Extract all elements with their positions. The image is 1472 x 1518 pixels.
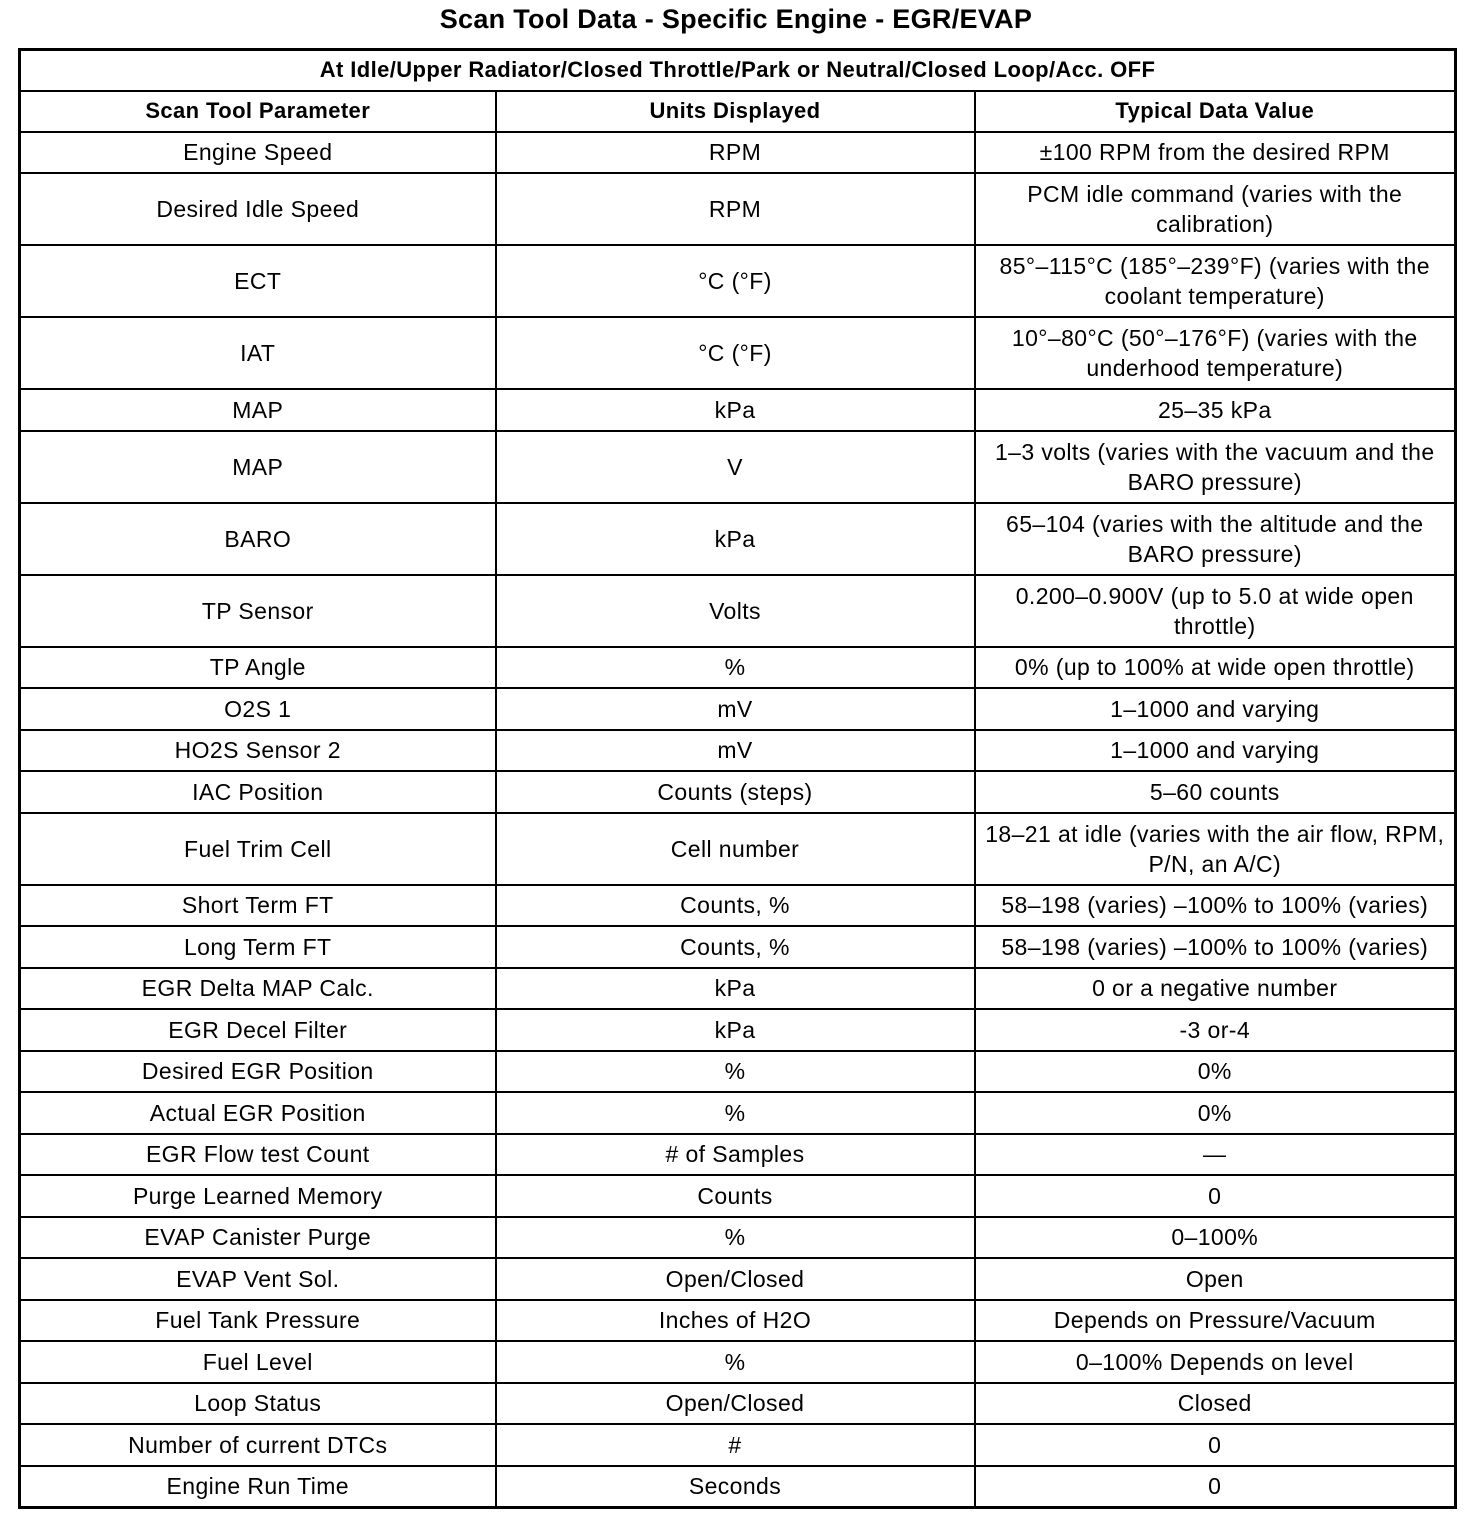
table-row xyxy=(20,1051,1456,1093)
units-cell: % xyxy=(496,1217,975,1259)
parameter-cell: IAC Position xyxy=(20,771,496,813)
value-cell: 58–198 (varies) –100% to 100% (varies) xyxy=(975,926,1456,968)
table-row xyxy=(20,885,1456,927)
units-cell: Cell number xyxy=(496,813,975,885)
value-cell: 58–198 (varies) –100% to 100% (varies) xyxy=(975,885,1456,927)
value-cell: 25–35 kPa xyxy=(975,389,1456,431)
value-cell: 65–104 (varies with the altitude and the BARO pressure) xyxy=(975,503,1456,575)
parameter-cell: TP Angle xyxy=(20,647,496,689)
parameter-cell: Engine Run Time xyxy=(20,1466,496,1508)
parameter-cell: Loop Status xyxy=(20,1383,496,1425)
units-cell: % xyxy=(496,647,975,689)
table-row xyxy=(20,431,1456,503)
units-cell: Volts xyxy=(496,575,975,647)
units-cell: kPa xyxy=(496,389,975,431)
column-header-parameter: Scan Tool Parameter xyxy=(20,91,496,132)
table-row xyxy=(20,730,1456,772)
value-cell: 0% xyxy=(975,1092,1456,1134)
table-row xyxy=(20,1300,1456,1342)
units-cell: Open/Closed xyxy=(496,1258,975,1300)
table-row xyxy=(20,1217,1456,1259)
value-cell: ±100 RPM from the desired RPM xyxy=(975,132,1456,174)
units-cell: RPM xyxy=(496,132,975,174)
table-row xyxy=(20,926,1456,968)
value-cell: 0 xyxy=(975,1424,1456,1466)
units-cell: kPa xyxy=(496,1009,975,1051)
value-cell: 5–60 counts xyxy=(975,771,1456,813)
column-header-row xyxy=(20,91,1456,132)
table-row xyxy=(20,389,1456,431)
parameter-cell: Engine Speed xyxy=(20,132,496,174)
units-cell: RPM xyxy=(496,173,975,245)
table-row xyxy=(20,771,1456,813)
value-cell: 0% (up to 100% at wide open throttle) xyxy=(975,647,1456,689)
parameter-cell: MAP xyxy=(20,431,496,503)
units-cell: Inches of H2O xyxy=(496,1300,975,1342)
units-cell: Counts (steps) xyxy=(496,771,975,813)
parameter-cell: TP Sensor xyxy=(20,575,496,647)
value-cell: 0% xyxy=(975,1051,1456,1093)
table-row xyxy=(20,1258,1456,1300)
table-row xyxy=(20,1009,1456,1051)
parameter-cell: EVAP Canister Purge xyxy=(20,1217,496,1259)
table-row xyxy=(20,317,1456,389)
column-header-value: Typical Data Value xyxy=(975,91,1456,132)
units-cell: °C (°F) xyxy=(496,317,975,389)
parameter-cell: Desired EGR Position xyxy=(20,1051,496,1093)
units-cell: mV xyxy=(496,730,975,772)
parameter-cell: Fuel Trim Cell xyxy=(20,813,496,885)
table-row xyxy=(20,575,1456,647)
units-cell: # of Samples xyxy=(496,1134,975,1176)
page-title: Scan Tool Data - Specific Engine - EGR/EVAP xyxy=(439,4,1033,34)
units-cell: kPa xyxy=(496,968,975,1010)
table-row xyxy=(20,245,1456,317)
parameter-cell: Purge Learned Memory xyxy=(20,1175,496,1217)
value-cell: 1–1000 and varying xyxy=(975,730,1456,772)
value-cell: 0 xyxy=(975,1175,1456,1217)
parameter-cell: EGR Decel Filter xyxy=(20,1009,496,1051)
units-cell: Counts xyxy=(496,1175,975,1217)
table-row xyxy=(20,688,1456,730)
value-cell: Open xyxy=(975,1258,1456,1300)
units-cell: Seconds xyxy=(496,1466,975,1508)
parameter-cell: EVAP Vent Sol. xyxy=(20,1258,496,1300)
parameter-cell: MAP xyxy=(20,389,496,431)
table-row xyxy=(20,503,1456,575)
units-cell: % xyxy=(496,1341,975,1383)
table-row xyxy=(20,1424,1456,1466)
value-cell: 85°–115°C (185°–239°F) (varies with the coolant temperature) xyxy=(975,245,1456,317)
units-cell: Counts, % xyxy=(496,885,975,927)
parameter-cell: Short Term FT xyxy=(20,885,496,927)
parameter-cell: IAT xyxy=(20,317,496,389)
scan-tool-data-table xyxy=(18,48,1457,1509)
value-cell: 1–1000 and varying xyxy=(975,688,1456,730)
table-row xyxy=(20,1175,1456,1217)
units-cell: % xyxy=(496,1092,975,1134)
table-row xyxy=(20,173,1456,245)
parameter-cell: Number of current DTCs xyxy=(20,1424,496,1466)
parameter-cell: BARO xyxy=(20,503,496,575)
units-cell: # xyxy=(496,1424,975,1466)
units-cell: % xyxy=(496,1051,975,1093)
value-cell: — xyxy=(975,1134,1456,1176)
table-row xyxy=(20,968,1456,1010)
value-cell: Closed xyxy=(975,1383,1456,1425)
value-cell: PCM idle command (varies with the calibration) xyxy=(975,173,1456,245)
table-row xyxy=(20,1383,1456,1425)
parameter-cell: ECT xyxy=(20,245,496,317)
table-row xyxy=(20,647,1456,689)
units-cell: Counts, % xyxy=(496,926,975,968)
parameter-cell: Desired Idle Speed xyxy=(20,173,496,245)
parameter-cell: Long Term FT xyxy=(20,926,496,968)
units-cell: Open/Closed xyxy=(496,1383,975,1425)
units-cell: kPa xyxy=(496,503,975,575)
value-cell: 1–3 volts (varies with the vacuum and the BARO pressure) xyxy=(975,431,1456,503)
value-cell: 0 xyxy=(975,1466,1456,1508)
value-cell: 10°–80°C (50°–176°F) (varies with the underhood temperature) xyxy=(975,317,1456,389)
units-cell: mV xyxy=(496,688,975,730)
value-cell: 0–100% Depends on level xyxy=(975,1341,1456,1383)
parameter-cell: Fuel Level xyxy=(20,1341,496,1383)
table-row xyxy=(20,813,1456,885)
conditions-row xyxy=(20,50,1456,91)
units-cell: °C (°F) xyxy=(496,245,975,317)
table-row xyxy=(20,1134,1456,1176)
value-cell: Depends on Pressure/Vacuum xyxy=(975,1300,1456,1342)
table-row xyxy=(20,1092,1456,1134)
value-cell: -3 or-4 xyxy=(975,1009,1456,1051)
table-row xyxy=(20,1466,1456,1508)
value-cell: 0–100% xyxy=(975,1217,1456,1259)
parameter-cell: EGR Flow test Count xyxy=(20,1134,496,1176)
parameter-cell: Fuel Tank Pressure xyxy=(20,1300,496,1342)
column-header-units: Units Displayed xyxy=(496,91,975,132)
parameter-cell: EGR Delta MAP Calc. xyxy=(20,968,496,1010)
units-cell: V xyxy=(496,431,975,503)
value-cell: 0 or a negative number xyxy=(975,968,1456,1010)
conditions-header: At Idle/Upper Radiator/Closed Throttle/Park or Neutral/Closed Loop/Acc. OFF xyxy=(20,50,1456,91)
parameter-cell: O2S 1 xyxy=(20,688,496,730)
table-row xyxy=(20,132,1456,174)
value-cell: 18–21 at idle (varies with the air flow, RPM, P/N, an A/C) xyxy=(975,813,1456,885)
parameter-cell: Actual EGR Position xyxy=(20,1092,496,1134)
value-cell: 0.200–0.900V (up to 5.0 at wide open throttle) xyxy=(975,575,1456,647)
table-row xyxy=(20,1341,1456,1383)
parameter-cell: HO2S Sensor 2 xyxy=(20,730,496,772)
